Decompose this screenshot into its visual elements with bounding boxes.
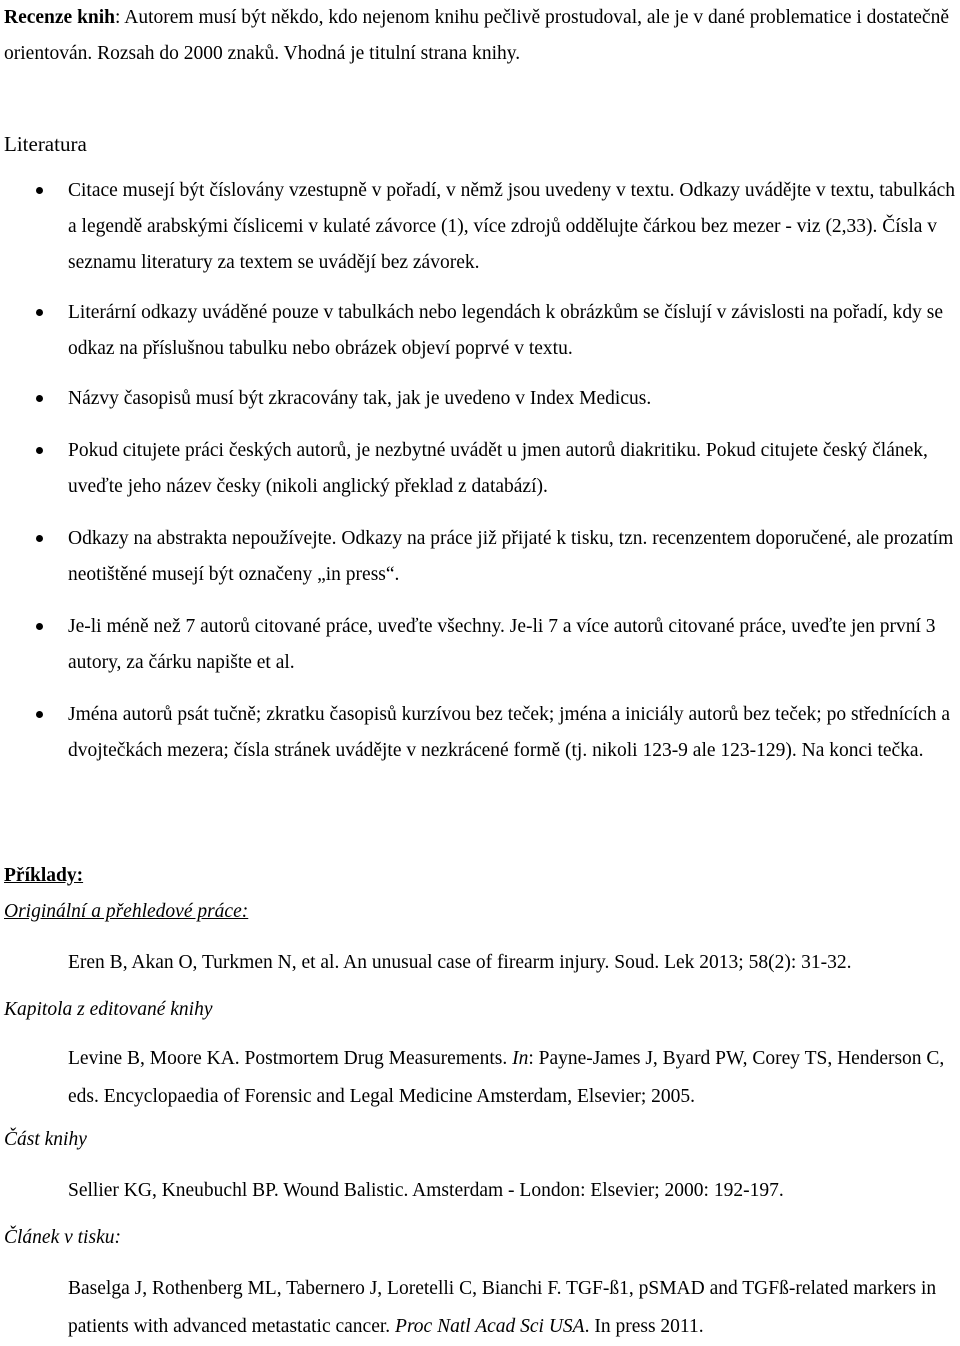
bullet-icon <box>36 623 43 630</box>
rule-text: Je-li méně než 7 autorů citované práce, uveďte všechny. Je-li 7 a více autorů citované práce, uveďte jen první 3 autory, za čárku napište et al. <box>68 616 936 673</box>
book-review-text: : Autorem musí být někdo, kdo nejenom knihu pečlivě prostudoval, ale je v dané problematice i dostatečně orientován. Rozsah do 2000 znaků. Vhodná je titulní strana knihy. <box>4 7 949 64</box>
examples-section <box>4 858 958 1346</box>
bullet-icon <box>36 395 43 402</box>
reference-in-press-journal: Proc Natl Acad Sci USA <box>395 1316 585 1337</box>
book-review-paragraph <box>4 0 958 72</box>
document-page <box>4 0 958 1337</box>
category-part-label: Část knihy <box>4 1129 87 1150</box>
list-item <box>4 697 958 769</box>
list-item <box>4 295 958 367</box>
list-item <box>4 433 958 505</box>
reference-in-press-text: Baselga J, Rothenberg ML, Tabernero J, Loretelli C, Bianchi F. TGF-ß1, pSMAD and TGFß-related markers in patients with advanced metastatic cancer. <box>68 1278 937 1337</box>
category-chapter-label: Kapitola z editované knihy <box>4 999 213 1020</box>
list-item <box>4 609 958 681</box>
list-item <box>4 173 958 281</box>
examples-heading: Příklady: <box>4 865 84 886</box>
reference-chapter-rest: : Payne-James J, Byard PW, Corey TS, Henderson C, eds. Encyclopaedia of Forensic and Legal Medicine Amsterdam, Elsevier; 2005. <box>68 1048 945 1107</box>
category-original-label: Originální a přehledové práce: <box>4 901 249 922</box>
rule-text: Názvy časopisů musí být zkracovány tak, jak je uvedeno v Index Medicus. <box>68 388 652 409</box>
reference-chapter-in: In <box>512 1048 529 1069</box>
literature-rules-list <box>4 173 958 783</box>
reference-in-press <box>4 1270 958 1346</box>
bullet-icon <box>36 187 43 194</box>
book-review-label: Recenze knih <box>4 7 116 28</box>
literature-heading: Literatura <box>4 132 87 156</box>
bullet-icon <box>36 711 43 718</box>
rule-text: Pokud citujete práci českých autorů, je nezbytné uvádět u jmen autorů diakritiku. Pokud citujete český článek, uveďte jeho název česky (nikoli anglický překlad z databází). <box>68 440 928 497</box>
rule-text: Jména autorů psát tučně; zkratku časopisů kurzívou bez teček; jména a iniciály autorů bez teček; po střednících a dvojtečkách mezera; čísla stránek uvádějte v nezkrácené formě (tj. nikoli 123-9 ale 123-129). Na konci tečka. <box>68 704 951 761</box>
rule-text: Odkazy na abstrakta nepoužívejte. Odkazy na práce již přijaté k tisku, tzn. recenzentem doporučené, ale prozatím neotištěné musejí být označeny „in press“. <box>68 528 954 585</box>
list-item <box>4 381 958 417</box>
reference-in-press-rest: . In press 2011. <box>584 1316 704 1337</box>
reference-part: Sellier KG, Kneubuchl BP. Wound Balistic. Amsterdam - London: Elsevier; 2000: 192-197. <box>68 1180 784 1201</box>
rule-text: Citace musejí být číslovány vzestupně v pořadí, v němž jsou uvedeny v textu. Odkazy uvádějte v textu, tabulkách a legendě arabskými číslicemi v kulaté závorce (1), více zdrojů oddělujte čárkou bez mezer - viz (2,33). Čísla v seznamu literatury za textem se uvádějí bez závorek. <box>68 180 956 273</box>
reference-chapter <box>4 1040 958 1116</box>
bullet-icon <box>36 447 43 454</box>
reference-chapter-authors: Levine B, Moore KA. Postmortem Drug Measurements. <box>68 1048 513 1069</box>
reference-original: Eren B, Akan O, Turkmen N, et al. An unusual case of firearm injury. Soud. Lek 2013; 58(2): 31-32. <box>68 952 852 973</box>
rule-text: Literární odkazy uváděné pouze v tabulkách nebo legendách k obrázkům se číslují v závislosti na pořadí, kdy se odkaz na příslušnou tabulku nebo obrázek objeví poprvé v textu. <box>68 302 944 359</box>
bullet-icon <box>36 535 43 542</box>
bullet-icon <box>36 309 43 316</box>
category-in-press-label: Článek v tisku: <box>4 1227 121 1248</box>
list-item <box>4 521 958 593</box>
